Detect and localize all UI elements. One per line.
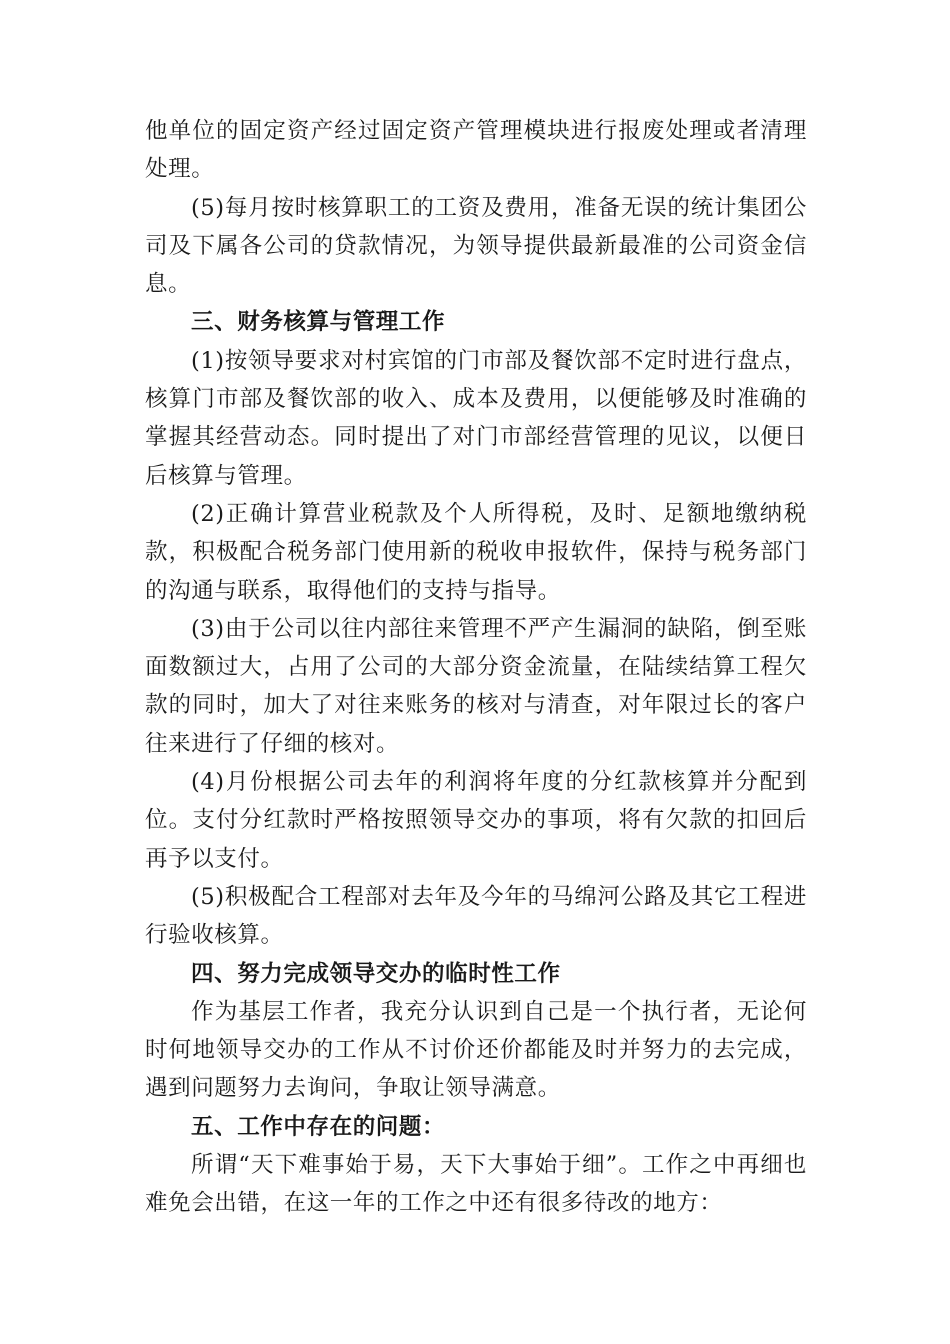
paragraph-temporary-work: 作为基层工作者，我充分认识到自己是一个执行者，无论何时何地领导交办的工作从不讨价还价都能及时并努力的去完成，遇到问题努力去询问，争取让领导满意。 [145, 998, 807, 1102]
paragraph-project-acceptance: (5)积极配合工程部对去年及今年的马绵河公路及其它工程进行验收核算。 [145, 883, 807, 949]
paragraph-salary-accounting: (5)每月按时核算职工的工资及费用，准备无误的统计集团公司及下属各公司的贷款情况，为领导提供最新最准的公司资金信息。 [145, 194, 807, 298]
section-heading-4: 四、努力完成领导交办的临时性工作 [191, 960, 561, 987]
section-heading-3: 三、财务核算与管理工作 [191, 309, 446, 336]
paragraph-dividends: (4)月份根据公司去年的利润将年度的分红款核算并分配到位。支付分红款时严格按照领导交办的事项，将有欠款的扣回后再予以支付。 [145, 769, 807, 872]
paragraph-problems: 所谓“天下难事始于易，天下大事始于细”。工作之中再细也难免会出错，在这一年的工作之中还有很多待改的地方： [145, 1152, 807, 1217]
document-page [145, 112, 807, 1223]
section-heading-5: 五、工作中存在的问题： [191, 1113, 446, 1140]
paragraph-tax: (2)正确计算营业税款及个人所得税，及时、足额地缴纳税款，积极配合税务部门使用新的税收申报软件，保持与税务部门的沟通与联系，取得他们的支持与指导。 [145, 500, 807, 604]
paragraph-accounts-reconciliation: (3)由于公司以往内部往来管理不严产生漏洞的缺陷，倒至账面数额过大，占用了公司的大部分资金流量，在陆续结算工程欠款的同时，加大了对往来账务的核对与清查，对年限过长的客户往来进行了仔细的核对。 [145, 615, 807, 757]
continued-paragraph: 他单位的固定资产经过固定资产管理模块进行报废处理或者清理处理。 [145, 118, 807, 183]
paragraph-inventory: (1)按领导要求对村宾馆的门市部及餐饮部不定时进行盘点，核算门市部及餐饮部的收入、成本及费用，以便能够及时准确的掌握其经营动态。同时提出了对门市部经营管理的见议，以便日后核算与管理。 [145, 347, 807, 489]
